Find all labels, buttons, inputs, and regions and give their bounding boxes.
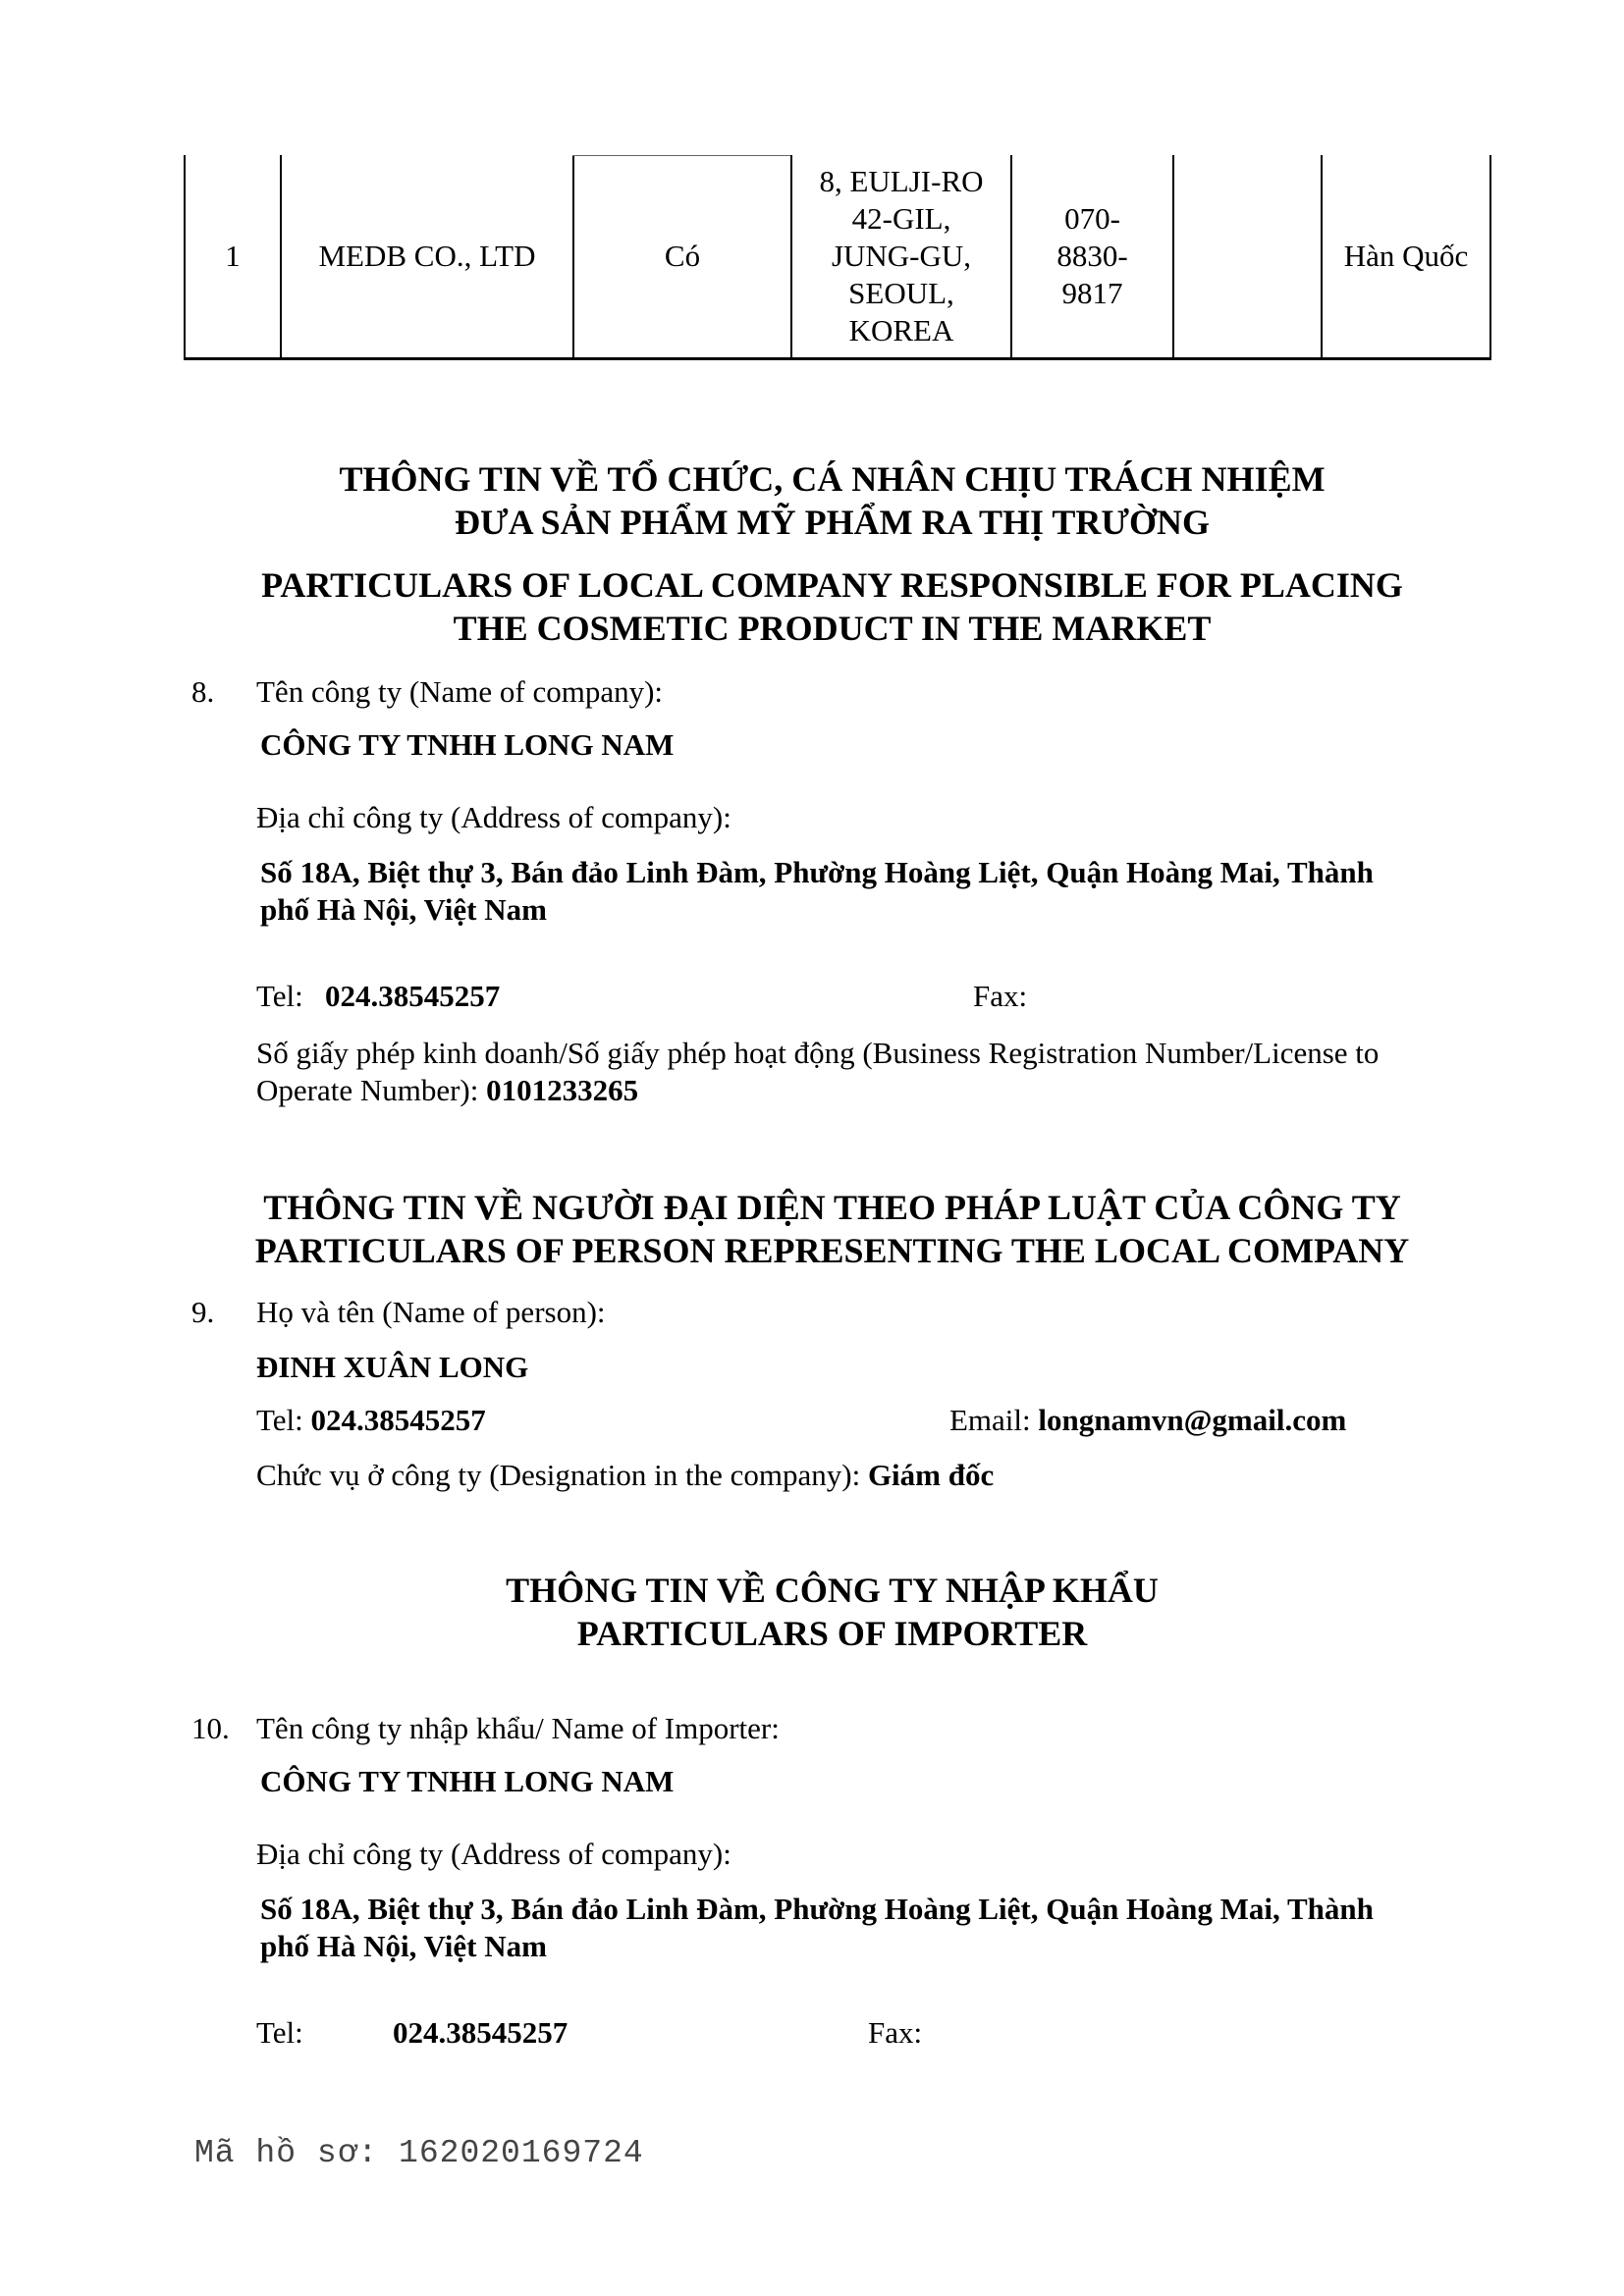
section-person-heading-en: PARTICULARS OF PERSON REPRESENTING THE LOCAL COMPANY bbox=[254, 1231, 1410, 1270]
section-local-heading-vi-1: THÔNG TIN VỀ TỔ CHỨC, CÁ NHÂN CHỊU TRÁCH NHIỆM bbox=[339, 459, 1326, 499]
importer-fax-label: Fax: bbox=[868, 2015, 923, 2050]
importer-address-line-1: Số 18A, Biệt thự 3, Bán đảo Linh Đàm, Phường Hoàng Liệt, Quận Hoàng Mai, Thành bbox=[260, 1892, 1374, 1926]
tel-value: 024.38545257 bbox=[325, 979, 501, 1013]
person-name-label: Họ và tên (Name of person): bbox=[256, 1295, 606, 1329]
section-local-heading-en-2: THE COSMETIC PRODUCT IN THE MARKET bbox=[453, 609, 1212, 648]
cell-index: 1 bbox=[185, 155, 281, 359]
table-row bbox=[185, 155, 1490, 359]
item-number-9: 9. bbox=[191, 1295, 215, 1329]
person-tel-value: 024.38545257 bbox=[310, 1403, 486, 1437]
address-line: 8, EULJI-RO bbox=[819, 164, 984, 198]
fax-label: Fax: bbox=[973, 979, 1028, 1013]
address-line: 42-GIL, bbox=[851, 201, 951, 236]
importer-tel-label: Tel: bbox=[256, 2015, 303, 2050]
person-tel-label: Tel: bbox=[256, 1403, 303, 1437]
item-number-10: 10. bbox=[191, 1711, 230, 1745]
phone-line: 8830- bbox=[1056, 239, 1128, 273]
item-number-8: 8. bbox=[191, 674, 215, 709]
license-label: Operate Number): bbox=[256, 1073, 479, 1107]
importer-address-label: Địa chỉ công ty (Address of company): bbox=[256, 1837, 731, 1871]
importer-name-value: CÔNG TY TNHH LONG NAM bbox=[260, 1764, 675, 1798]
address-line: JUNG-GU, bbox=[831, 239, 972, 273]
importer-name-label: Tên công ty nhập khẩu/ Name of Importer: bbox=[256, 1711, 780, 1745]
person-email-value: longnamvn@gmail.com bbox=[1038, 1403, 1347, 1437]
person-designation bbox=[256, 1457, 994, 1494]
address-label: Địa chỉ công ty (Address of company): bbox=[256, 800, 731, 834]
address-line: KOREA bbox=[848, 313, 954, 347]
phone-line: 9817 bbox=[1061, 276, 1123, 310]
cell-company-name: MEDB CO., LTD bbox=[281, 155, 573, 359]
section-person-heading-vi: THÔNG TIN VỀ NGƯỜI ĐẠI DIỆN THEO PHÁP LUẬT CỦA CÔNG TY bbox=[263, 1188, 1401, 1227]
address-line-2: phố Hà Nội, Việt Nam bbox=[260, 892, 547, 927]
person-name-value: ĐINH XUÂN LONG bbox=[256, 1350, 529, 1384]
license-line-1: Số giấy phép kinh doanh/Số giấy phép hoạt động (Business Registration Number/License to bbox=[256, 1036, 1380, 1070]
cell-flag: Có bbox=[573, 155, 791, 359]
manufacturer-table bbox=[184, 155, 1491, 360]
address-line-1: Số 18A, Biệt thự 3, Bán đảo Linh Đàm, Phường Hoàng Liệt, Quận Hoàng Mai, Thành bbox=[260, 855, 1374, 889]
address-line: SEOUL, bbox=[848, 276, 954, 310]
company-name-value: CÔNG TY TNHH LONG NAM bbox=[260, 727, 675, 762]
designation-value: Giám đốc bbox=[867, 1458, 995, 1492]
cell-country: Hàn Quốc bbox=[1322, 155, 1490, 359]
license-line-2 bbox=[256, 1072, 638, 1109]
cell-fax bbox=[1173, 155, 1322, 359]
designation-label: Chức vụ ở công ty (Designation in the company): bbox=[256, 1458, 861, 1492]
person-tel bbox=[256, 1402, 486, 1439]
document-code: Mã hồ sơ: 162020169724 bbox=[194, 2135, 644, 2171]
phone-line: 070- bbox=[1064, 201, 1120, 236]
importer-address-line-2: phố Hà Nội, Việt Nam bbox=[260, 1929, 547, 1963]
section-local-heading-en-1: PARTICULARS OF LOCAL COMPANY RESPONSIBLE FOR PLACING bbox=[261, 565, 1403, 605]
person-email bbox=[949, 1402, 1346, 1439]
license-number: 0101233265 bbox=[486, 1073, 639, 1107]
table-top-tick bbox=[572, 155, 790, 156]
tel-label: Tel: bbox=[256, 979, 303, 1013]
importer-tel-value: 024.38545257 bbox=[393, 2015, 568, 2050]
section-importer-heading-en: PARTICULARS OF IMPORTER bbox=[576, 1614, 1088, 1653]
cell-address bbox=[791, 155, 1011, 359]
section-local-heading-vi-2: ĐƯA SẢN PHẨM MỸ PHẨM RA THỊ TRƯỜNG bbox=[455, 503, 1210, 542]
company-name-label: Tên công ty (Name of company): bbox=[256, 674, 664, 709]
section-importer-heading-vi: THÔNG TIN VỀ CÔNG TY NHẬP KHẨU bbox=[506, 1571, 1159, 1610]
person-email-label: Email: bbox=[949, 1403, 1031, 1437]
cell-phone bbox=[1011, 155, 1173, 359]
